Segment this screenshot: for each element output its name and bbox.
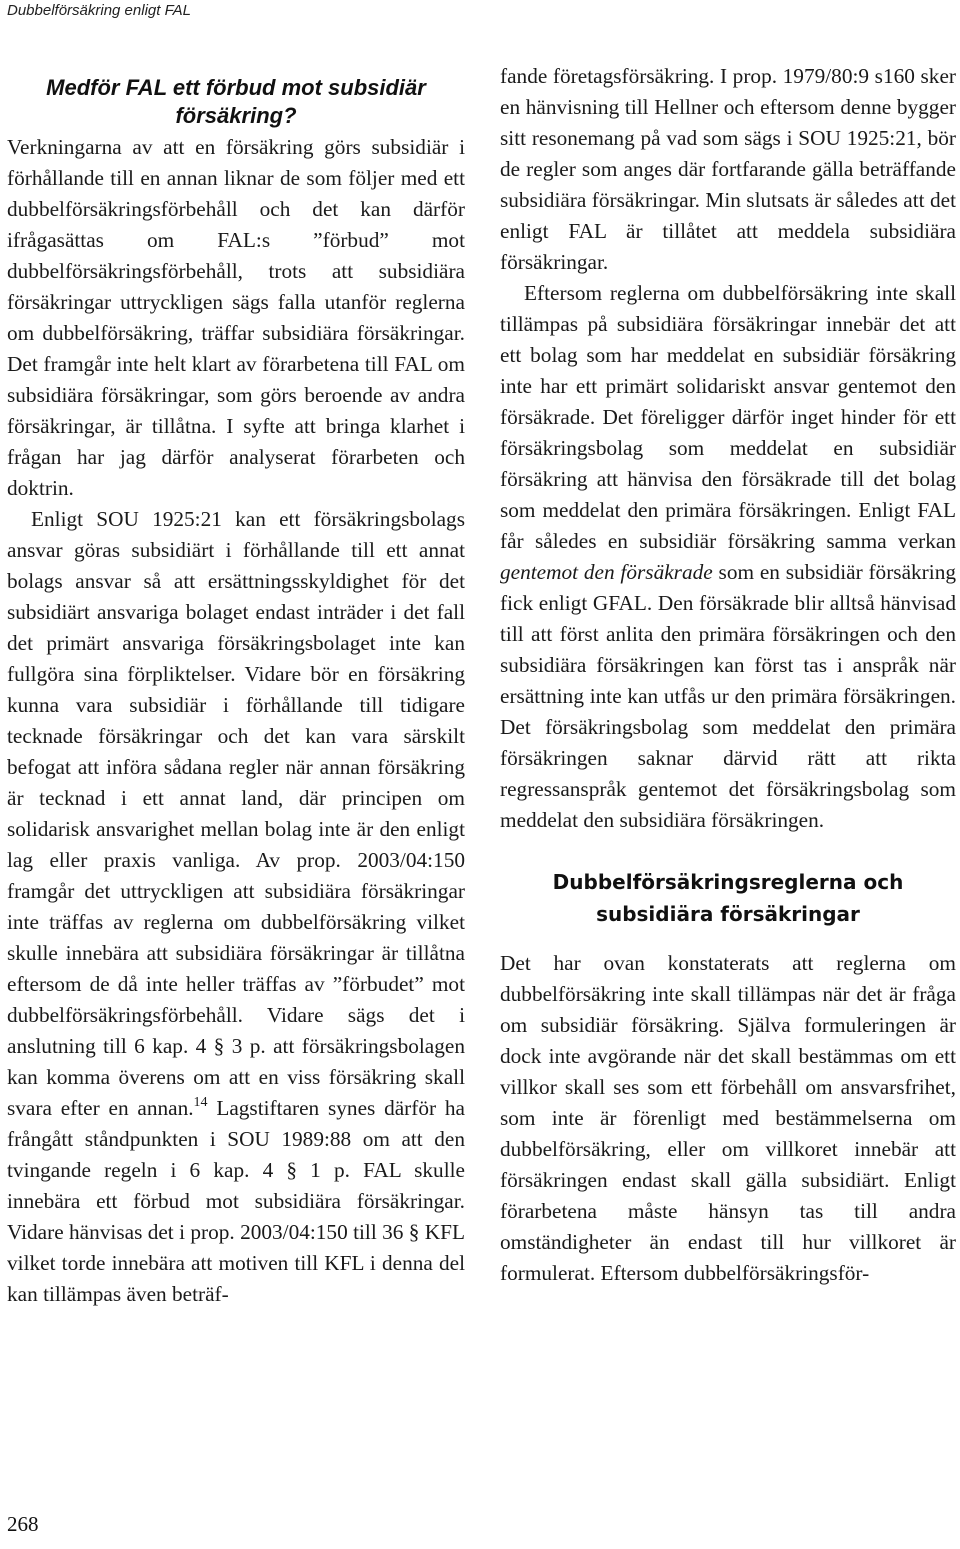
paragraph-text: Enligt SOU 1925:21 kan ett försäkringsbolags ansvar göras subsidiärt i förhållande till ett annat bolags ansvar så att ersättningsskyldighet för det subsidiärt ansvariga bolaget endast inträder i det fall det primärt ansvariga försäkringsbolaget inte kan fullgöra sina förpliktelser. Vidare bör en försäkring kunna vara subsidiär i förhållande till tidigare tecknade försäkringar och det kan vara särskilt befogat att införa sådana regler när annan försäkring är tecknad i ett annat land, där principen om solidarisk ansvarighet mellan bolag inte är den enligt lag eller praxis vanliga. Av prop. 2003/04:150 framgår det uttryckligen att subsidiära försäkringar inte träffas av reglerna om dubbelförsäkring vilket skulle innebära att subsidiära försäkringar är tillåtna eftersom de då inte heller träffas av ”förbudet” mot dubbelförsäkringsförbehåll. Vidare sägs det i anslutning till 6 kap. 4 § 3 p. att försäkringsbolagen kan komma överens om att en viss försäkring skall svara efter en annan. xyxy=(7,507,465,1120)
paragraph xyxy=(500,278,956,836)
paragraph-text: som en subsidiär försäkring fick enligt GFAL. Den försäkrade blir alltså hänvisad till att först anlita den primära försäkringen och den subsidiära försäkringen kan först tas i anspråk när ersättning inte kan utfås ur den primära försäkringen. Det försäkringsbolag som meddelat den primära försäkringen saknar därvid rätt att rikta regressanspråk gentemot det försäkringsbolag som meddelat den subsidiära försäkringen. xyxy=(500,560,956,832)
section-heading-line-2: subsidiära försäkringar xyxy=(596,902,860,926)
paragraph xyxy=(7,504,465,1310)
paragraph-text: Lagstiftaren synes därför ha frångått ståndpunkten i SOU 1989:88 om att den tvingande regeln i 6 kap. 4 § 1 p. FAL skulle innebära ett förbud mot subsidiära försäkringar. Vidare hänvisas det i prop. 2003/04:150 till 36 § KFL vilket torde innebära att motiven till KFL i denna del kan tillämpas även beträf- xyxy=(7,1096,465,1306)
right-column xyxy=(500,61,956,1289)
paragraph: Det har ovan konstaterats att reglerna om dubbelförsäkring inte skall tillämpas när det är fråga om subsidiär försäkring. Själva formuleringen är dock inte avgörande när det skall bestämmas om ett villkor skall ses som ett förbehåll om ansvarsfrihet, som inte är förenligt med bestämmelserna om dubbelförsäkring, eller om villkoret innebär att försäkringen endast skall gälla subsidiärt. Enligt förarbetena måste hänsyn tas till andra omständigheter än endast till hur villkoret är formulerat. Eftersom dubbelförsäkringsför- xyxy=(500,951,956,1285)
left-column xyxy=(7,74,465,1310)
running-head: Dubbelförsäkring enligt FAL xyxy=(7,2,191,19)
paragraph: Verkningarna av att en försäkring görs subsidiär i förhållande till en annan liknar de som följer med ett dubbelförsäkringsförbehåll och det kan därför ifrågasättas om FAL:s ”förbud” mot dubbelförsäkringsförbehåll, trots att subsidiära försäkringar uttryckligen sägs falla utanför reglerna om dubbelförsäkring, träffar subsidiära försäkringar. Det framgår inte helt klart av förarbetena till FAL om subsidiära försäkringar, som görs beroende av andra försäkringar, är tillåtna. I syfte att bringa klarhet i frågan har jag därför analyserat förarbeten och doktrin. xyxy=(7,135,465,500)
section-heading-line-1: Medför FAL ett förbud mot subsidiär xyxy=(46,75,426,100)
footnote-reference: 14 xyxy=(193,1095,208,1110)
emphasis-text: gentemot den försäkrade xyxy=(500,560,713,584)
paragraph-text: Eftersom reglerna om dubbelförsäkring inte skall tillämpas på subsidiära försäkringar innebär det att ett bolag som har meddelat en subsidiär försäkring inte har ett primärt solidariskt ansvar gentemot den försäkrade. Det föreligger därför inget hinder för ett försäkringsbolag som meddelat en subsidiär försäkring att hänvisa den försäkrade till det bolag som meddelat den primära försäkringen. Enligt FAL får således en subsidiär försäkring samma verkan xyxy=(500,281,956,553)
section-heading-subsidiary-ban xyxy=(7,74,465,130)
paragraph: fande företagsförsäkring. I prop. 1979/80:9 s160 sker en hänvisning till Hellner och eftersom denne bygger sitt resonemang på vad som sägs i SOU 1925:21, bör de regler som anges där fortfarande gälla beträffande subsidiära försäkringar. Min slutsats är således att det enligt FAL är tillåtet att meddela subsidiära försäkringar. xyxy=(500,64,956,274)
section-heading-line-1: Dubbelförsäkringsreglerna och xyxy=(552,870,904,894)
section-heading-double-insurance-rules xyxy=(500,866,956,930)
page-number: 268 xyxy=(7,1512,39,1536)
section-heading-line-2: försäkring? xyxy=(175,103,297,128)
